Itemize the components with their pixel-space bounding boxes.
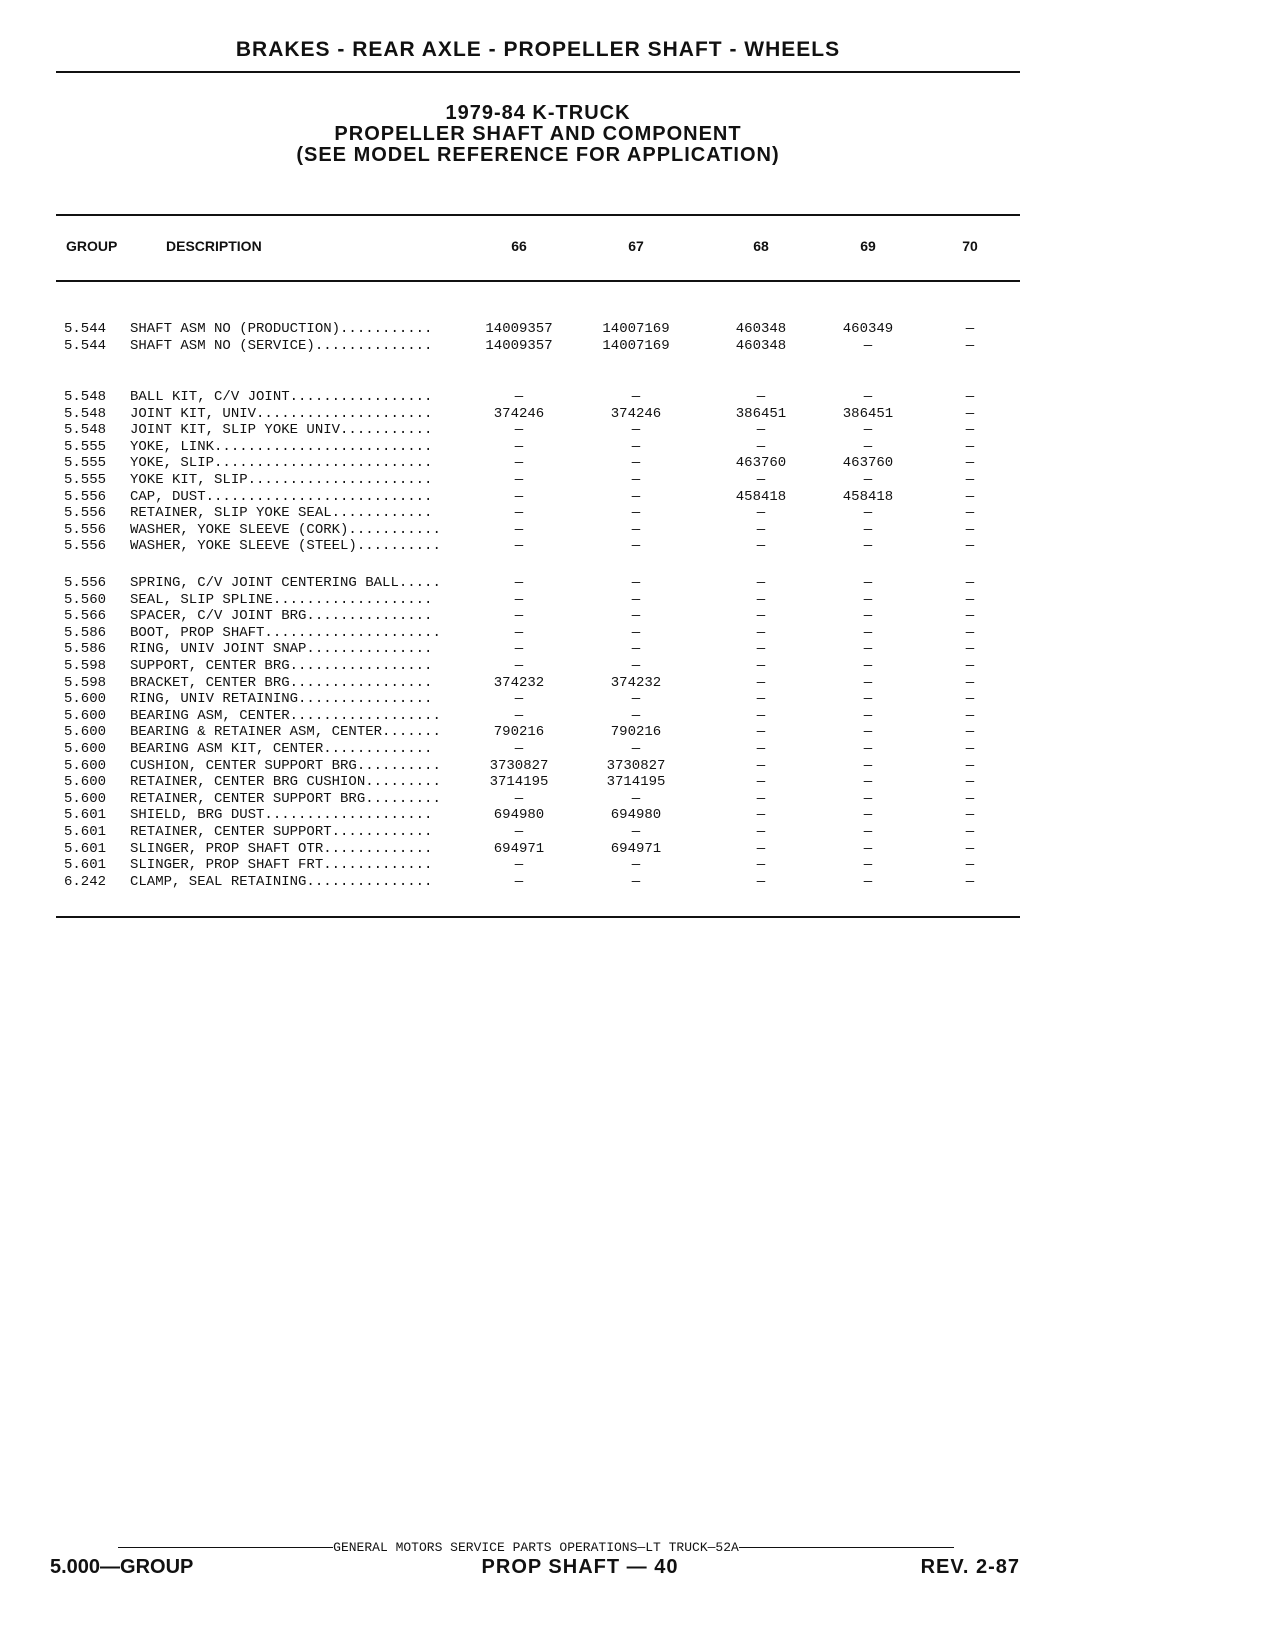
header-bottom-rule <box>56 280 1020 282</box>
description-cell: JOINT KIT, UNIV..................... <box>130 405 433 422</box>
part-number-cell-66: — <box>514 438 524 455</box>
part-number-cell-69: 463760 <box>842 455 894 472</box>
part-number-cell-68: — <box>756 757 766 774</box>
part-number-cell-66: 790216 <box>493 724 545 741</box>
part-number-cell-66: — <box>514 857 524 874</box>
description-cell: SLINGER, PROP SHAFT FRT............. <box>130 857 433 874</box>
part-number-cell-67: — <box>631 438 641 455</box>
part-number-cell-67: 14007169 <box>602 337 670 354</box>
part-number-cell-66: — <box>514 455 524 472</box>
table-row <box>0 874 1020 891</box>
part-number-cell-70: — <box>965 790 975 807</box>
part-number-cell-68: 460348 <box>735 321 787 337</box>
part-number-cell-68: 463760 <box>735 455 787 472</box>
part-number-cell-67: 790216 <box>610 724 662 741</box>
group-cell: 5.556 <box>64 505 107 522</box>
part-number-cell-68: 386451 <box>735 405 787 422</box>
part-number-cell-69: — <box>863 707 873 724</box>
description-cell: BEARING & RETAINER ASM, CENTER....... <box>130 724 441 741</box>
part-number-cell-68: — <box>756 774 766 791</box>
table-row <box>0 791 1020 808</box>
part-number-cell-67: 3714195 <box>606 774 666 791</box>
table-row <box>0 641 1020 658</box>
part-number-cell-67: — <box>631 857 641 874</box>
part-number-cell-66: 14009357 <box>485 321 553 337</box>
part-number-cell-66: — <box>514 389 524 405</box>
column-header-68: 68 <box>753 238 769 254</box>
table-row <box>0 538 1020 555</box>
part-number-cell-70: — <box>965 840 975 857</box>
part-number-cell-68: 458418 <box>735 488 787 505</box>
table-row <box>0 505 1020 522</box>
part-number-cell-70: — <box>965 674 975 691</box>
part-number-cell-66: — <box>514 591 524 608</box>
part-number-cell-69: — <box>863 624 873 641</box>
part-number-cell-68: — <box>756 521 766 538</box>
description-cell: SHAFT ASM NO (SERVICE).............. <box>130 337 433 354</box>
description-cell: SHAFT ASM NO (PRODUCTION)........... <box>130 321 433 337</box>
part-number-cell-70: — <box>965 707 975 724</box>
part-number-cell-70: — <box>965 824 975 840</box>
part-number-cell-69: — <box>863 641 873 658</box>
part-number-cell-67: — <box>631 422 641 439</box>
part-number-cell-66: 694980 <box>493 807 545 824</box>
part-number-cell-70: — <box>965 438 975 455</box>
part-number-cell-69: — <box>863 790 873 807</box>
part-number-cell-68: — <box>756 674 766 691</box>
part-number-cell-67: — <box>631 505 641 522</box>
part-number-cell-68: — <box>756 790 766 807</box>
part-number-cell-66: 3730827 <box>489 757 549 774</box>
column-header-70: 70 <box>962 238 978 254</box>
part-number-cell-70: — <box>965 337 975 354</box>
part-number-cell-68: 460348 <box>735 337 787 354</box>
footer-operations-line <box>56 1540 1016 1555</box>
part-number-cell-70: — <box>965 472 975 488</box>
part-number-cell-66: — <box>514 641 524 658</box>
part-number-cell-67: 694980 <box>610 807 662 824</box>
description-cell: SPRING, C/V JOINT CENTERING BALL..... <box>130 575 441 591</box>
part-number-cell-69: — <box>863 521 873 538</box>
header-rule <box>56 71 1020 73</box>
table-row <box>0 338 1020 355</box>
part-number-cell-70: — <box>965 505 975 522</box>
part-number-cell-67: 3730827 <box>606 757 666 774</box>
table-row <box>0 592 1020 609</box>
description-cell: CLAMP, SEAL RETAINING............... <box>130 873 433 890</box>
table-row <box>0 406 1020 423</box>
group-cell: 5.601 <box>64 857 107 874</box>
part-number-cell-70: — <box>965 741 975 757</box>
part-number-cell-70: — <box>965 591 975 608</box>
group-cell: 5.598 <box>64 658 107 674</box>
column-header-69: 69 <box>860 238 876 254</box>
footer-revision: REV. 2-87 <box>920 1556 1020 1578</box>
footer-line-right <box>739 1547 954 1548</box>
description-cell: YOKE KIT, SLIP...................... <box>130 472 433 488</box>
description-cell: RETAINER, SLIP YOKE SEAL............ <box>130 505 433 522</box>
footer-page-number: PROP SHAFT — 40 <box>481 1556 679 1578</box>
column-header-66: 66 <box>511 238 527 254</box>
table-row <box>0 824 1020 841</box>
part-number-cell-69: — <box>863 608 873 625</box>
part-number-cell-67: — <box>631 389 641 405</box>
part-number-cell-70: — <box>965 641 975 658</box>
part-number-cell-68: — <box>756 724 766 741</box>
part-number-cell-69: 460349 <box>842 321 894 337</box>
part-number-cell-69: — <box>863 857 873 874</box>
part-number-cell-69: — <box>863 807 873 824</box>
part-number-cell-66: — <box>514 488 524 505</box>
part-number-cell-69: — <box>863 538 873 555</box>
table-row <box>0 439 1020 456</box>
part-number-cell-66: 374246 <box>493 405 545 422</box>
part-number-cell-68: — <box>756 807 766 824</box>
group-cell: 5.555 <box>64 472 107 488</box>
part-number-cell-70: — <box>965 405 975 422</box>
part-number-cell-70: — <box>965 658 975 674</box>
part-number-cell-70: — <box>965 807 975 824</box>
footer-group: 5.000—GROUP <box>50 1556 194 1578</box>
group-cell: 5.556 <box>64 575 107 591</box>
description-cell: WASHER, YOKE SLEEVE (CORK)........... <box>130 521 441 538</box>
part-number-cell-70: — <box>965 321 975 337</box>
group-cell: 5.600 <box>64 724 107 741</box>
part-number-cell-70: — <box>965 624 975 641</box>
part-number-cell-66: — <box>514 790 524 807</box>
part-number-cell-68: — <box>756 422 766 439</box>
part-number-cell-67: — <box>631 741 641 757</box>
column-header-group: GROUP <box>66 238 118 254</box>
part-number-cell-70: — <box>965 389 975 405</box>
part-number-cell-70: — <box>965 521 975 538</box>
title-line-2: PROPELLER SHAFT AND COMPONENT <box>334 123 742 145</box>
part-number-cell-68: — <box>756 575 766 591</box>
group-cell: 5.560 <box>64 591 107 608</box>
part-number-cell-67: 374246 <box>610 405 662 422</box>
part-number-cell-67: — <box>631 824 641 840</box>
part-number-cell-70: — <box>965 757 975 774</box>
part-number-cell-66: — <box>514 658 524 674</box>
part-number-cell-67: — <box>631 575 641 591</box>
part-number-cell-68: — <box>756 608 766 625</box>
description-cell: WASHER, YOKE SLEEVE (STEEL).......... <box>130 538 441 555</box>
group-cell: 6.242 <box>64 873 107 890</box>
group-cell: 5.601 <box>64 824 107 840</box>
group-cell: 5.586 <box>64 624 107 641</box>
description-cell: RING, UNIV RETAINING................ <box>130 691 433 708</box>
part-number-cell-66: — <box>514 824 524 840</box>
group-cell: 5.586 <box>64 641 107 658</box>
part-number-cell-70: — <box>965 575 975 591</box>
group-cell: 5.556 <box>64 521 107 538</box>
group-cell: 5.600 <box>64 741 107 757</box>
part-number-cell-68: — <box>756 641 766 658</box>
part-number-cell-66: — <box>514 505 524 522</box>
part-number-cell-67: — <box>631 790 641 807</box>
table-row <box>0 758 1020 775</box>
description-cell: SLINGER, PROP SHAFT OTR............. <box>130 840 433 857</box>
part-number-cell-68: — <box>756 741 766 757</box>
part-number-cell-69: 458418 <box>842 488 894 505</box>
part-number-cell-66: — <box>514 873 524 890</box>
part-number-cell-69: — <box>863 337 873 354</box>
table-row <box>0 321 1020 338</box>
part-number-cell-66: 14009357 <box>485 337 553 354</box>
part-number-cell-66: — <box>514 608 524 625</box>
group-cell: 5.556 <box>64 488 107 505</box>
description-cell: SPACER, C/V JOINT BRG............... <box>130 608 433 625</box>
table-bottom-rule <box>56 916 1020 918</box>
table-top-rule <box>56 214 1020 216</box>
part-number-cell-69: — <box>863 422 873 439</box>
part-number-cell-68: — <box>756 824 766 840</box>
group-cell: 5.600 <box>64 707 107 724</box>
table-row <box>0 522 1020 539</box>
part-number-cell-70: — <box>965 422 975 439</box>
table-row <box>0 774 1020 791</box>
part-number-cell-70: — <box>965 455 975 472</box>
footer-operations-text: GENERAL MOTORS SERVICE PARTS OPERATIONS—LT TRUCK—52A <box>333 1540 739 1555</box>
description-cell: BEARING ASM, CENTER.................. <box>130 707 441 724</box>
part-number-cell-67: — <box>631 488 641 505</box>
part-number-cell-67: — <box>631 658 641 674</box>
group-cell: 5.555 <box>64 455 107 472</box>
part-number-cell-67: — <box>631 472 641 488</box>
part-number-cell-66: — <box>514 538 524 555</box>
table-row <box>0 422 1020 439</box>
table-row <box>0 691 1020 708</box>
table-row <box>0 841 1020 858</box>
group-cell: 5.555 <box>64 438 107 455</box>
description-cell: SHIELD, BRG DUST.................... <box>130 807 433 824</box>
part-number-cell-66: 374232 <box>493 674 545 691</box>
table-row <box>0 389 1020 406</box>
part-number-cell-67: — <box>631 707 641 724</box>
part-number-cell-69: — <box>863 757 873 774</box>
group-cell: 5.600 <box>64 790 107 807</box>
table-row <box>0 472 1020 489</box>
part-number-cell-68: — <box>756 873 766 890</box>
description-cell: RETAINER, CENTER SUPPORT............ <box>130 824 433 840</box>
part-number-cell-68: — <box>756 707 766 724</box>
table-row <box>0 724 1020 741</box>
table-row <box>0 625 1020 642</box>
part-number-cell-68: — <box>756 438 766 455</box>
part-number-cell-67: 14007169 <box>602 321 670 337</box>
description-cell: YOKE, SLIP.......................... <box>130 455 433 472</box>
part-number-cell-68: — <box>756 840 766 857</box>
column-header-67: 67 <box>628 238 644 254</box>
catalog-title-block <box>56 103 1020 166</box>
part-number-cell-67: — <box>631 455 641 472</box>
description-cell: CUSHION, CENTER SUPPORT BRG.......... <box>130 757 441 774</box>
description-cell: SUPPORT, CENTER BRG................. <box>130 658 433 674</box>
part-number-cell-69: — <box>863 741 873 757</box>
part-number-cell-69: — <box>863 824 873 840</box>
group-cell: 5.566 <box>64 608 107 625</box>
description-cell: SEAL, SLIP SPLINE................... <box>130 591 433 608</box>
table-row <box>0 658 1020 675</box>
title-line-3: (SEE MODEL REFERENCE FOR APPLICATION) <box>296 144 780 166</box>
part-number-cell-69: — <box>863 575 873 591</box>
part-number-cell-67: — <box>631 873 641 890</box>
description-cell: BOOT, PROP SHAFT..................... <box>130 624 441 641</box>
part-number-cell-68: — <box>756 857 766 874</box>
table-row <box>0 857 1020 874</box>
part-number-cell-68: — <box>756 538 766 555</box>
part-number-cell-67: — <box>631 608 641 625</box>
part-number-cell-69: — <box>863 873 873 890</box>
group-cell: 5.544 <box>64 321 107 337</box>
column-header-description: DESCRIPTION <box>166 238 262 254</box>
part-number-cell-67: — <box>631 538 641 555</box>
part-number-cell-69: — <box>863 658 873 674</box>
part-number-cell-69: — <box>863 505 873 522</box>
part-number-cell-70: — <box>965 538 975 555</box>
part-number-cell-66: — <box>514 575 524 591</box>
table-row <box>0 608 1020 625</box>
part-number-cell-67: — <box>631 641 641 658</box>
group-cell: 5.556 <box>64 538 107 555</box>
part-number-cell-69: — <box>863 472 873 488</box>
group-cell: 5.600 <box>64 774 107 791</box>
description-cell: BEARING ASM KIT, CENTER............. <box>130 741 433 757</box>
part-number-cell-68: — <box>756 691 766 708</box>
description-cell: BALL KIT, C/V JOINT................. <box>130 389 433 405</box>
part-number-cell-69: — <box>863 674 873 691</box>
group-cell: 5.548 <box>64 405 107 422</box>
part-number-cell-67: — <box>631 691 641 708</box>
part-number-cell-68: — <box>756 472 766 488</box>
description-cell: YOKE, LINK.......................... <box>130 438 433 455</box>
group-cell: 5.601 <box>64 840 107 857</box>
part-number-cell-70: — <box>965 857 975 874</box>
table-row <box>0 741 1020 758</box>
table-row <box>0 708 1020 725</box>
group-cell: 5.548 <box>64 422 107 439</box>
group-cell: 5.544 <box>64 337 107 354</box>
part-number-cell-70: — <box>965 608 975 625</box>
table-row <box>0 807 1020 824</box>
description-cell: BRACKET, CENTER BRG................. <box>130 674 433 691</box>
part-number-cell-67: — <box>631 591 641 608</box>
part-number-cell-68: — <box>756 591 766 608</box>
part-number-cell-66: — <box>514 707 524 724</box>
part-number-cell-69: — <box>863 840 873 857</box>
description-cell: CAP, DUST........................... <box>130 488 433 505</box>
group-cell: 5.598 <box>64 674 107 691</box>
part-number-cell-69: — <box>863 691 873 708</box>
group-cell: 5.548 <box>64 389 107 405</box>
part-number-cell-66: 694971 <box>493 840 545 857</box>
part-number-cell-69: — <box>863 591 873 608</box>
footer-line-left <box>118 1547 333 1548</box>
part-number-cell-67: — <box>631 521 641 538</box>
title-line-1: 1979-84 K-TRUCK <box>445 102 631 124</box>
description-cell: JOINT KIT, SLIP YOKE UNIV........... <box>130 422 433 439</box>
group-cell: 5.601 <box>64 807 107 824</box>
description-cell: RETAINER, CENTER BRG CUSHION......... <box>130 774 441 791</box>
part-number-cell-69: — <box>863 389 873 405</box>
part-number-cell-66: — <box>514 741 524 757</box>
description-cell: RING, UNIV JOINT SNAP............... <box>130 641 433 658</box>
part-number-cell-67: 374232 <box>610 674 662 691</box>
part-number-cell-69: — <box>863 774 873 791</box>
part-number-cell-67: 694971 <box>610 840 662 857</box>
part-number-cell-67: — <box>631 624 641 641</box>
group-cell: 5.600 <box>64 691 107 708</box>
group-cell: 5.600 <box>64 757 107 774</box>
section-title: BRAKES - REAR AXLE - PROPELLER SHAFT - WHEELS <box>235 38 841 61</box>
part-number-cell-69: — <box>863 438 873 455</box>
part-number-cell-66: — <box>514 691 524 708</box>
part-number-cell-69: — <box>863 724 873 741</box>
table-row <box>0 455 1020 472</box>
part-number-cell-66: — <box>514 624 524 641</box>
part-number-cell-70: — <box>965 873 975 890</box>
part-number-cell-68: — <box>756 624 766 641</box>
part-number-cell-66: 3714195 <box>489 774 549 791</box>
part-number-cell-68: — <box>756 389 766 405</box>
part-number-cell-70: — <box>965 488 975 505</box>
part-number-cell-70: — <box>965 724 975 741</box>
part-number-cell-66: — <box>514 472 524 488</box>
part-number-cell-70: — <box>965 691 975 708</box>
part-number-cell-69: 386451 <box>842 405 894 422</box>
table-row <box>0 575 1020 592</box>
part-number-cell-68: — <box>756 658 766 674</box>
part-number-cell-70: — <box>965 774 975 791</box>
table-row <box>0 675 1020 692</box>
part-number-cell-66: — <box>514 422 524 439</box>
part-number-cell-68: — <box>756 505 766 522</box>
part-number-cell-66: — <box>514 521 524 538</box>
table-row <box>0 489 1020 506</box>
description-cell: RETAINER, CENTER SUPPORT BRG......... <box>130 790 441 807</box>
